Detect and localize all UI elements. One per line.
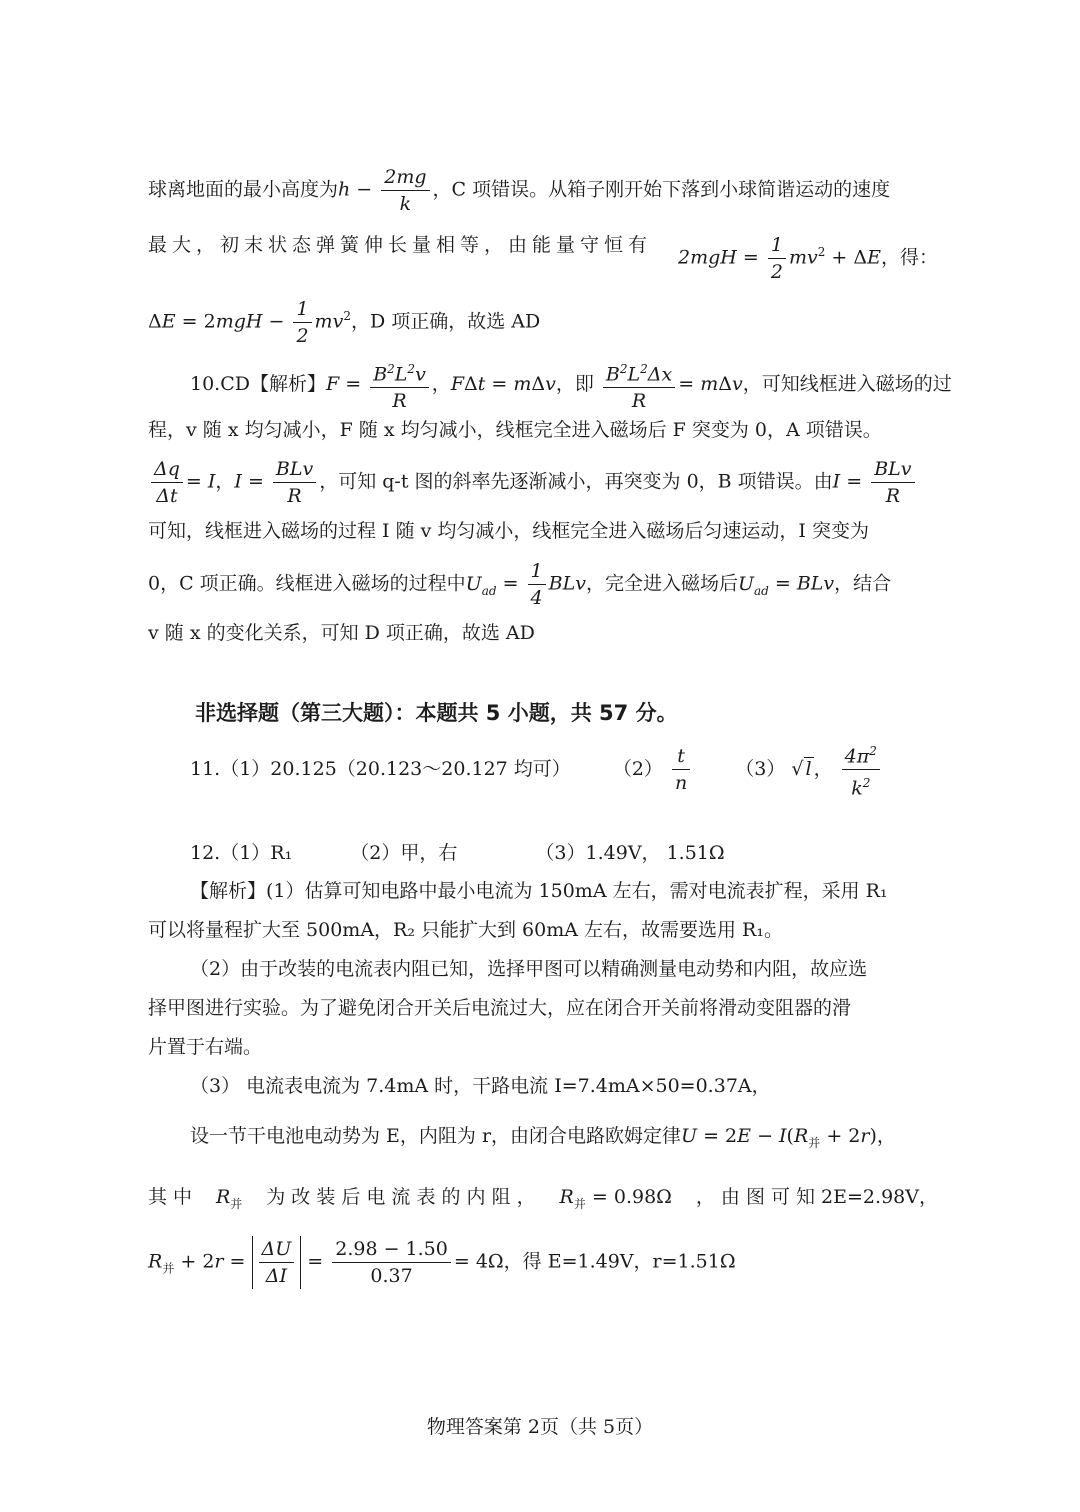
line-1: 球离地面的最小高度为h − $\frac{2mg}{k}$ ，C 项错误。从箱子刚开始下落到小球简谐运动的速度	[148, 166, 891, 215]
text: 其 中	[148, 1186, 193, 1208]
line-9: v 随 x 的变化关系，可知 D 项正确，故选 AD	[148, 622, 535, 644]
text: ，结合	[834, 572, 892, 595]
text: ，可知线框进入磁场的过	[742, 373, 952, 396]
para-4: 择甲图进行实验。为了避免闭合开关后电流过大，应在闭合开关前将滑动变阻器的滑	[148, 997, 852, 1019]
formula-energy: 2mgH = $\frac{1}{2}$ $mv^2 + \Delta E$，得：	[678, 234, 938, 283]
formula-2mg-over-k: $\frac{2mg}{k}$	[381, 164, 429, 217]
text: ，可知 q-t 图的斜率先逐渐减小，再突变为 0，B 项错误。由	[319, 470, 833, 493]
para-3: （2）由于改装的电流表内阻已知，选择甲图可以精确测量电动势和内阻，故应选	[190, 958, 868, 980]
text: 为 改 装 后 电 流 表 的 内 阻 ，	[266, 1186, 536, 1208]
text: （2）甲，右	[350, 842, 458, 864]
text: 11.（1）20.125（20.123～20.127 均可）	[190, 757, 571, 780]
para-7: 设一节干电池电动势为 E，内阻为 r，由闭合电路欧姆定律$U = 2E - I(R_并 + 2r)$，	[190, 1125, 896, 1150]
text: ，C 项错误。从箱子刚开始下落到小球简谐运动的速度	[432, 178, 891, 201]
text: 10.CD【解析】	[190, 373, 326, 396]
para-8: 其 中 $R_并$ 为 改 装 后 电 流 表 的 内 阻 ， $R_并 = 0.98\Omega$ ， 由 图 可 知 2E=2.98V，	[148, 1184, 938, 1217]
section-heading: 非选择题（第三大题）：本题共 5 小题，共 57 分。	[195, 701, 678, 725]
text: 0，C 项正确。线框进入磁场的过程中	[148, 572, 466, 595]
para-6: （3） 电流表电流为 7.4mA 时，干路电流 I=7.4mA×50=0.37A，	[190, 1075, 771, 1097]
line-5: 程，v 随 x 均匀减小，F 随 x 均匀减小，线框完全进入磁场后 F 突变为 0，A 项错误。	[148, 419, 882, 441]
text: 球离地面的最小高度为	[148, 178, 339, 201]
q10-line: 10.CD【解析】F = $\frac{B^2L^2v}{R}$ ，FΔt = mΔv，即 $\frac{B^2L^2\Delta x}{R}$ = mΔv，可知线框进入磁场的过	[190, 356, 980, 414]
para-9: $R_并 + 2r$ = $\frac{\Delta U}{\Delta I}$ = $\frac{2.98 - 1.50}{0.37}$ = 4Ω，得 E=1.49V，r=1.51Ω	[148, 1238, 736, 1287]
line-7: 可知，线框进入磁场的过程 I 随 v 均匀减小，线框完全进入磁场后匀速运动，I 突变为	[148, 520, 869, 542]
para-5: 片置于右端。	[148, 1036, 263, 1058]
line-2	[148, 232, 938, 285]
q12-line	[190, 840, 980, 866]
text: 设一节干电池电动势为 E，内阻为 r，由闭合电路欧姆定律	[190, 1125, 682, 1147]
text: ，D 项正确，故选 AD	[350, 310, 541, 333]
page-footer: 物理答案第 2页（共 5页）	[426, 1416, 654, 1438]
text: ，得 E=1.49V，r=1.51Ω	[503, 1250, 736, 1273]
line-8: 0，C 项正确。线框进入磁场的过程中$U_{ad}$ = $\frac{1}{4}$ BLv，完全进入磁场后$U_{ad}$ = BLv，结合	[148, 560, 892, 609]
text: （3）1.49V， 1.51Ω	[535, 842, 725, 864]
text: （2）	[612, 757, 663, 780]
text: 12.（1）R₁	[190, 842, 293, 864]
line-6: $\frac{\Delta q}{\Delta t}$ = I，I = $\frac{\text{BLv}}{R}$ ，可知 q-t 图的斜率先逐渐减小，再突变为 0，B 项错误。由I = $\frac{\text{BLv}}{R}$	[148, 456, 938, 509]
text: ，完全进入磁场后	[585, 572, 738, 595]
text: （3）	[735, 757, 786, 780]
line-3: ΔE = 2mgH − $\frac{1}{2}$ $mv^2$，D 项正确，故选 AD	[148, 298, 541, 347]
q11-line: 11.（1）20.125（20.123～20.127 均可） （2） $\frac{t}{n}$ （3） √ l ， $\frac{4\pi^2}{k^2}$	[190, 738, 980, 802]
text: ，得：	[880, 246, 938, 269]
para-1: 【解析】(1）估算可知电路中最小电流为 150mA 左右，需对电流表扩程，采用 R₁	[190, 880, 888, 902]
text: ， 由 图 可 知 2E=2.98V，	[695, 1186, 938, 1208]
para-2: 可以将量程扩大至 500mA，R₂ 只能扩大到 60mA 左右，故需要选用 R₁。	[148, 919, 783, 941]
text: 最大，初末状态弹簧伸长量相等，由能量守恒有	[148, 234, 653, 256]
